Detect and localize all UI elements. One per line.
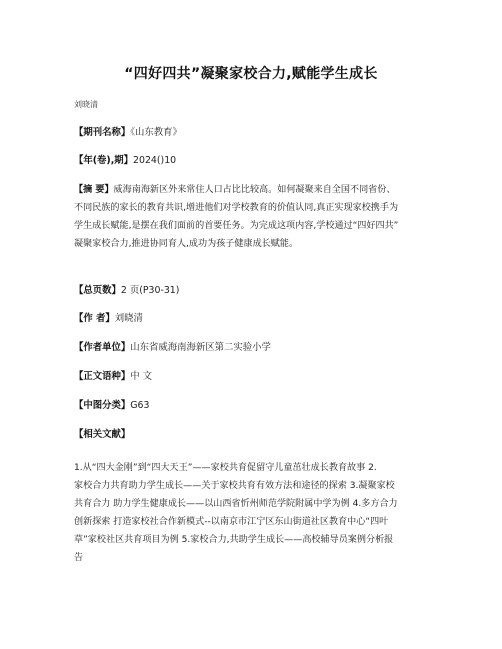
language-label: 【正文语种】 — [74, 371, 131, 382]
abstract-line: 学生成长赋能,是摆在我们面前的首要任务。为完成这项内容,学校通过“四好四共” — [74, 221, 399, 231]
abstract-text: 威海南海新区外来常住人口占比比较高。如何凝聚来自全国不同省份、 — [113, 185, 396, 195]
abstract-line: 不同民族的家长的教育共识,增进他们对学校教育的价值认同,真正实现家校携手为 — [74, 203, 399, 213]
document-title: “四好四共”凝聚家校合力,赋能学生成长 — [124, 66, 378, 82]
classification-value: G63 — [130, 400, 150, 411]
classification-field — [74, 399, 434, 412]
reference-line: 创新探索 打造家校社合作新模式--以南京市江宁区东山街道社区教育中心“四叶 — [74, 517, 389, 527]
year-issue-value: 2024()10 — [133, 155, 177, 166]
reference-line: 共育合力 助力学生健康成长——以山西省忻州师范学院附属中学为例 4.多方合力 — [74, 499, 398, 509]
related-literature-field — [74, 428, 434, 441]
journal-label: 【期刊名称】 — [74, 127, 131, 138]
classification-label: 【中图分类】 — [74, 400, 131, 411]
journal-value: 《山东教育》 — [130, 127, 182, 138]
journal-field — [74, 126, 434, 139]
reference-line: 家校合力共育助力学生成长——关于家校共育有效方法和途径的探索 3.凝聚家校 — [74, 481, 395, 491]
affiliation-value: 山东省威海南海新区第二实验小学 — [130, 342, 271, 353]
pages-value: 2 页(P30-31) — [120, 285, 180, 296]
author-field — [74, 312, 434, 325]
reference-line: 告 — [74, 553, 84, 563]
abstract-block — [74, 181, 436, 253]
related-literature-label: 【相关文献】 — [74, 429, 131, 440]
author-byline: 刘晓清 — [74, 100, 98, 109]
abstract-line: 凝聚家校合力,推进协同育人,成功为孩子健康成长赋能。 — [74, 239, 299, 249]
reference-line: 1.从“四大金刚”到“四大天王”——家校共育促留守儿童茁壮成长教育故事 2. — [74, 463, 377, 473]
year-issue-field — [74, 154, 434, 167]
year-issue-label: 【年(卷),期】 — [74, 155, 134, 166]
affiliation-field — [74, 341, 434, 354]
reference-line: 草”家校社区共育项目为例 5.家校合力,共助学生成长——高校辅导员案例分析报 — [74, 535, 394, 545]
affiliation-label: 【作者单位】 — [74, 342, 131, 353]
pages-field — [74, 284, 434, 297]
abstract-label: 【摘 要】 — [74, 185, 114, 195]
language-value: 中 文 — [130, 371, 152, 382]
references-list — [74, 459, 438, 567]
language-field — [74, 370, 434, 383]
author-label: 【作 者】 — [74, 313, 115, 324]
pages-label: 【总页数】 — [74, 285, 121, 296]
author-value: 刘晓清 — [114, 313, 143, 324]
abstract-line — [74, 181, 436, 199]
